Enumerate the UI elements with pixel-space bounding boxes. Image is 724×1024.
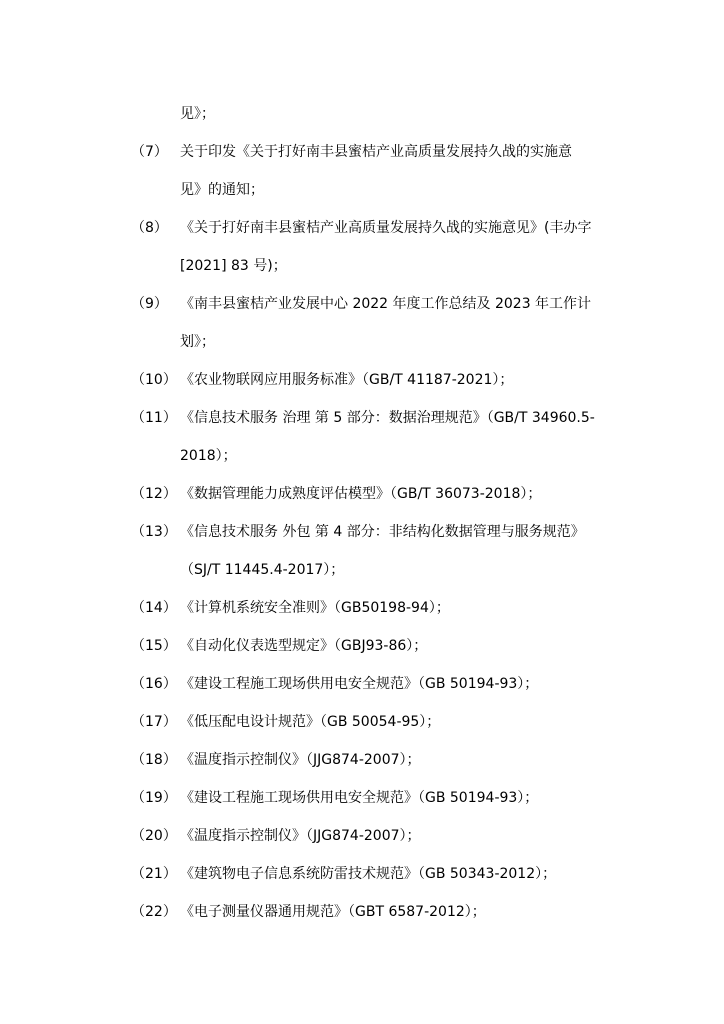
reference-text: 《低压配电设计规范》（GB 50054-95）；: [180, 714, 441, 730]
reference-number: （9）: [131, 296, 168, 312]
reference-line-continuation: （SJ/T 11445.4-2017）；: [180, 562, 345, 578]
reference-text: 《南丰县蜜桔产业发展中心 2022 年度工作总结及 2023 年工作计: [180, 296, 592, 312]
reference-line-continuation: [2021] 83 号)；: [180, 258, 287, 274]
reference-number: （12）: [131, 486, 177, 502]
reference-number: （7）: [131, 144, 168, 160]
reference-text: 关于印发《关于打好南丰县蜜桔产业高质量发展持久战的实施意: [180, 144, 572, 160]
reference-number: （11）: [131, 410, 177, 426]
reference-text: 《数据管理能力成熟度评估模型》（GB/T 36073-2018）；: [180, 486, 542, 502]
reference-number: （16）: [131, 676, 177, 692]
reference-text: 《信息技术服务 治理 第 5 部分：数据治理规范》（GB/T 34960.5-: [180, 410, 595, 426]
reference-number: （10）: [131, 372, 177, 388]
reference-text: 《电子测量仪器通用规范》（GBT 6587-2012）；: [180, 904, 486, 920]
reference-text: 《温度指示控制仪》（JJG874-2007）；: [180, 828, 421, 844]
reference-number: （22）: [131, 904, 177, 920]
reference-number: （19）: [131, 790, 177, 806]
reference-number: （17）: [131, 714, 177, 730]
reference-text: 《建设工程施工现场供用电安全规范》（GB 50194-93）；: [180, 676, 539, 692]
reference-number: （14）: [131, 600, 177, 616]
reference-line-continuation: 见》的通知；: [180, 182, 264, 198]
reference-text: 《自动化仪表选型规定》（GBJ93-86）；: [180, 638, 428, 654]
reference-text: 《计算机系统安全准则》（GB50198-94）；: [180, 600, 450, 616]
reference-text: 《农业物联网应用服务标准》（GB/T 41187-2021）；: [180, 372, 514, 388]
reference-number: （8）: [131, 220, 168, 236]
reference-text: 《信息技术服务 外包 第 4 部分：非结构化数据管理与服务规范》: [180, 524, 585, 540]
reference-line-continuation: 划》；: [180, 334, 215, 350]
reference-number: （21）: [131, 866, 177, 882]
reference-number: （13）: [131, 524, 177, 540]
reference-number: （18）: [131, 752, 177, 768]
reference-line-continuation: 2018）；: [180, 448, 237, 464]
reference-line-continuation: 见》；: [180, 106, 215, 122]
reference-number: （15）: [131, 638, 177, 654]
reference-text: 《建设工程施工现场供用电安全规范》（GB 50194-93）；: [180, 790, 539, 806]
reference-number: （20）: [131, 828, 177, 844]
reference-text: 《关于打好南丰县蜜桔产业高质量发展持久战的实施意见》(丰办字: [180, 220, 592, 236]
reference-text: 《温度指示控制仪》（JJG874-2007）；: [180, 752, 421, 768]
reference-text: 《建筑物电子信息系统防雷技术规范》（GB 50343-2012）；: [180, 866, 557, 882]
